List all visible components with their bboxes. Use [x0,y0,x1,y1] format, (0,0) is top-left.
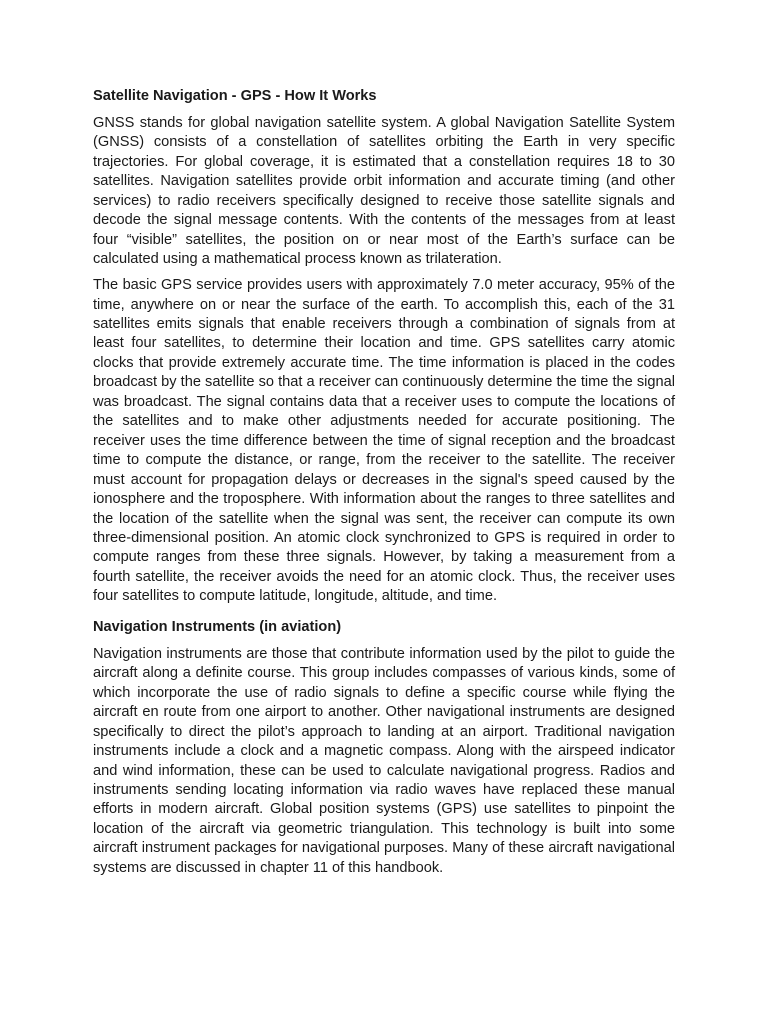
paragraph-navigation-instruments: Navigation instruments are those that contribute information used by the pilot to guide the aircraft along a definite course. This group includes compasses of various kinds, some of which incorporate the use of radio signals to define a specific course while flying the aircraft en route from one airport to another. Other navigational instruments are designed specifically to direct the pilot’s approach to landing at an airport. Traditional navigation instruments include a clock and a magnetic compass. Along with the airspeed indicator and wind information, these can be used to calculate navigational progress. Radios and instruments sending locating information via radio waves have replaced these manual efforts in modern aircraft. Global position systems (GPS) use satellites to pinpoint the location of the aircraft via geometric triangulation. This technology is built into some aircraft instrument packages for navigational purposes. Many of these aircraft navigational systems are discussed in chapter 11 of this handbook. [93,645,675,876]
section-heading-navigation-instruments: Navigation Instruments (in aviation) [93,618,342,635]
paragraph-gps-service: The basic GPS service provides users with approximately 7.0 meter accuracy, 95% of the time, anywhere on or near the surface of the earth. To accomplish this, each of the 31 satellites emits signals that enable receivers through a combination of signals from at least four satellites, to determine their location and time. GPS satellites carry atomic clocks that provide extremely accurate time. The time information is placed in the codes broadcast by the satellite so that a receiver can continuously determine the time the signal was broadcast. The signal contains data that a receiver uses to compute the locations of the satellites and to make other adjustments needed for accurate positioning. The receiver uses the time difference between the time of signal reception and the broadcast time to compute the distance, or range, from the receiver to the satellite. The receiver must account for propagation delays or decreases in the signal's speed caused by the ionosphere and the troposphere. With information about the ranges to three satellites and the location of the satellite when the signal was sent, the receiver can compute its own three-dimensional position. An atomic clock synchronized to GPS is required in order to compute ranges from these three signals. However, by taking a measurement from a fourth satellite, the receiver avoids the need for an atomic clock. Thus, the receiver uses four satellites to compute latitude, longitude, altitude, and time. [93,277,675,605]
paragraph-gnss-definition: GNSS stands for global navigation satellite system. A global Navigation Satellite System (GNSS) consists of a constellation of satellites orbiting the Earth in very specific trajectories. For global coverage, it is estimated that a constellation requires 18 to 30 satellites. Navigation satellites provide orbit information and accurate timing (and other services) to radio receivers specifically designed to receive those satellite signals and decode the signal message contents. With the contents of the messages from at least four “visible” satellites, the position on or near most of the Earth’s surface can be calculated using a mathematical process known as trilateration. [93,115,675,268]
section-heading-satellite-navigation: Satellite Navigation - GPS - How It Works [93,88,377,104]
document-page [93,84,675,885]
